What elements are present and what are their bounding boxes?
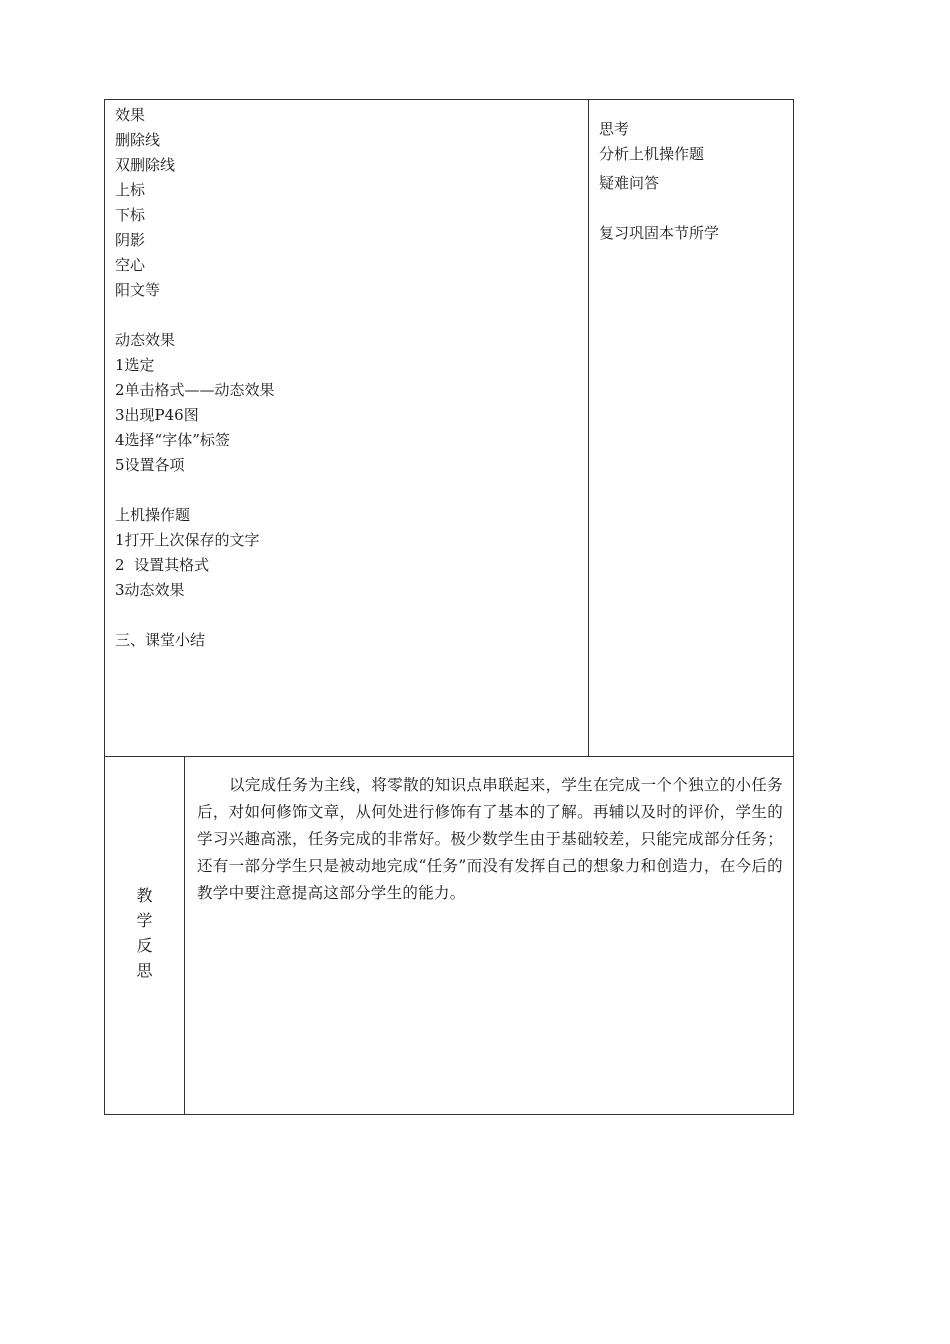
content-line: 3出现P46图 <box>115 406 199 424</box>
section-heading: 动态效果 <box>115 331 176 349</box>
content-line: 1选定 <box>115 356 155 374</box>
content-line: 5设置各项 <box>115 456 185 474</box>
section-heading: 上机操作题 <box>115 506 191 524</box>
blank-line <box>599 196 793 221</box>
reflection-paragraph: 以完成任务为主线，将零散的知识点串联起来，学生在完成一个个独立的小任务后，对如何修饰文章，从何处进行修饰有了基本的了解。再辅以及时的评价，学生的学习兴趣高涨，任务完成的非常好。极少数学生由于基础较差，只能完成部分任务；还有一部分学生只是被动地完成“任务”而没有发挥自己的想象力和创造力，在今后的教学中要注意提高这部分学生的能力。 <box>197 776 783 902</box>
content-row <box>105 100 793 757</box>
content-line: 下标 <box>115 206 146 224</box>
content-line: 2单击格式——动态效果 <box>115 381 275 399</box>
content-line: 1打开上次保存的文字 <box>115 531 260 549</box>
reflection-label <box>105 883 184 983</box>
content-line: 4选择“字体”标签 <box>115 431 230 449</box>
lesson-table <box>104 99 794 1115</box>
activity-line: 分析上机操作题 <box>599 145 705 163</box>
label-char: 反 <box>136 936 153 955</box>
student-activity-cell <box>589 100 793 756</box>
reflection-content-cell <box>185 757 793 1114</box>
label-char: 思 <box>136 961 153 980</box>
teaching-content-cell <box>105 100 589 756</box>
section-heading: 三、课堂小结 <box>115 631 206 649</box>
activity-line: 疑难问答 <box>599 174 660 192</box>
content-line: 阳文等 <box>115 281 161 299</box>
content-line: 空心 <box>115 256 146 274</box>
content-line: 效果 <box>115 106 146 124</box>
reflection-row <box>105 757 793 1114</box>
content-line: 2 设置其格式 <box>115 556 210 574</box>
blank-line <box>115 478 588 503</box>
label-char: 学 <box>136 911 153 930</box>
content-line: 上标 <box>115 181 146 199</box>
activity-line: 思考 <box>599 120 630 138</box>
reflection-label-cell <box>105 757 185 1114</box>
blank-line <box>115 603 588 628</box>
content-line: 删除线 <box>115 131 161 149</box>
activity-line: 复习巩固本节所学 <box>599 224 720 242</box>
blank-line <box>115 303 588 328</box>
content-line: 阴影 <box>115 231 146 249</box>
content-line: 双删除线 <box>115 156 176 174</box>
label-char: 教 <box>136 886 153 905</box>
content-line: 3动态效果 <box>115 581 185 599</box>
